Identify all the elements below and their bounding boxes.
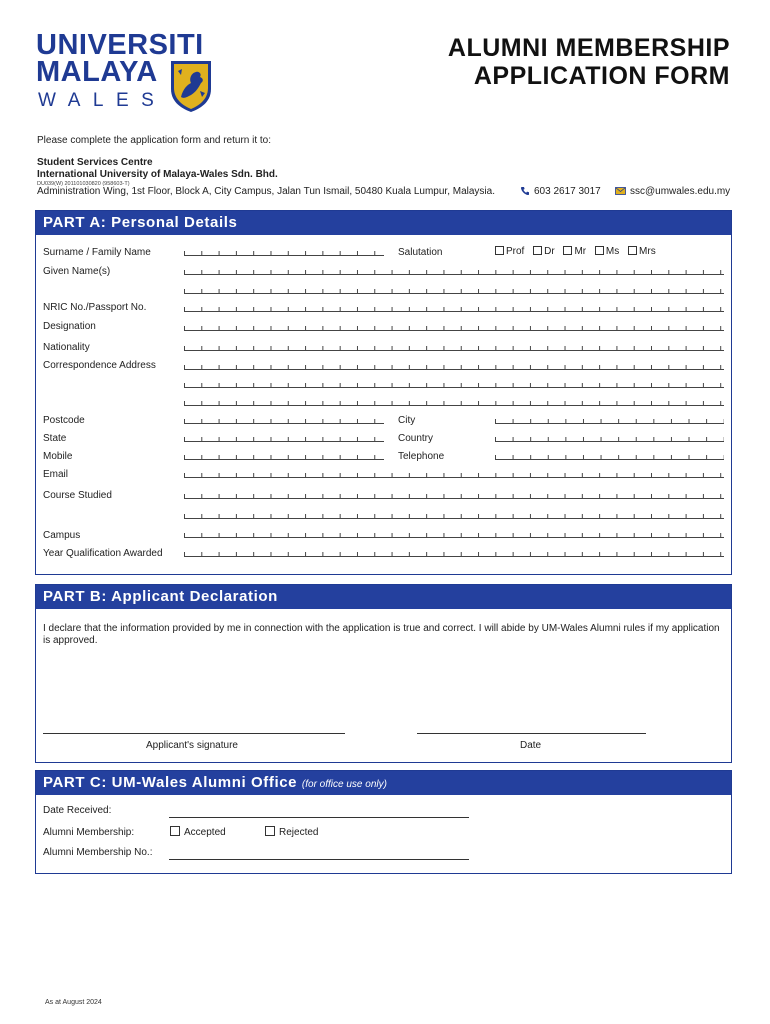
postcode-label: Postcode <box>43 415 85 426</box>
part-c-panel <box>35 770 732 874</box>
salutation-option-mrs[interactable] <box>628 246 656 257</box>
email-label: Email <box>43 469 69 480</box>
registration-number: DU039(W) 201101030820 (958603-T) <box>37 181 130 187</box>
nric-field[interactable] <box>184 304 724 312</box>
membership-label: Alumni Membership: <box>43 827 135 838</box>
membership-no-label: Alumni Membership No.: <box>43 847 153 858</box>
crest-icon <box>169 59 213 113</box>
designation-field[interactable] <box>184 323 724 331</box>
given-names-field-1[interactable] <box>184 267 724 275</box>
given-names-label: Given Name(s) <box>43 266 111 277</box>
option-label: Dr <box>544 246 555 257</box>
checkbox[interactable] <box>595 246 604 255</box>
form-title-line-1: ALUMNI MEMBERSHIP <box>447 34 730 62</box>
state-label: State <box>43 433 67 444</box>
institution-name: International University of Malaya-Wales Sdn. Bhd. <box>37 169 278 180</box>
checkbox[interactable] <box>628 246 637 255</box>
signature-line[interactable] <box>43 733 345 734</box>
campus-field[interactable] <box>184 530 724 538</box>
membership-no-line[interactable] <box>169 859 469 860</box>
country-label: Country <box>398 433 434 444</box>
address-field-2[interactable] <box>184 380 724 388</box>
designation-label: Designation <box>43 321 96 332</box>
contact-block <box>37 157 278 181</box>
telephone-field[interactable] <box>495 452 724 460</box>
campus-label: Campus <box>43 530 81 541</box>
city-label: City <box>398 415 416 426</box>
course-label: Course Studied <box>43 490 112 501</box>
year-field[interactable] <box>184 549 724 557</box>
address-line: Administration Wing, 1st Floor, Block A, City Campus, Jalan Tun Ismail, 50480 Kuala Lumpur, Malaysia. <box>37 186 495 197</box>
course-field-2[interactable] <box>184 511 724 519</box>
date-label: Date <box>520 740 542 751</box>
salutation-option-dr[interactable] <box>533 246 555 257</box>
university-logo <box>36 30 216 114</box>
part-b-heading: PART B: Applicant Declaration <box>36 585 731 609</box>
address-field-1[interactable] <box>184 362 724 370</box>
address-field-3[interactable] <box>184 398 724 406</box>
surname-label: Surname / Family Name <box>43 247 151 258</box>
logo-line-3: WALES <box>38 90 167 111</box>
checkbox[interactable] <box>265 826 275 836</box>
email-address: ssc@umwales.edu.my <box>630 186 731 197</box>
office-use-note: (for office use only) <box>301 779 387 790</box>
logo-line-2: MALAYA <box>36 56 158 88</box>
mail-icon <box>615 187 626 195</box>
email-field[interactable] <box>184 470 724 478</box>
option-label: Ms <box>605 246 620 257</box>
centre-name: Student Services Centre <box>37 157 153 168</box>
option-label: Mrs <box>639 246 656 257</box>
salutation-option-ms[interactable] <box>595 246 619 257</box>
state-field[interactable] <box>184 434 384 442</box>
nationality-label: Nationality <box>43 342 90 353</box>
checkbox[interactable] <box>495 246 504 255</box>
footer-date: As at August 2024 <box>45 999 102 1006</box>
checkbox[interactable] <box>170 826 180 836</box>
nationality-field[interactable] <box>184 343 724 351</box>
nric-label: NRIC No./Passport No. <box>43 302 147 313</box>
option-label: Prof <box>506 246 525 257</box>
part-c-title: PART C: UM-Wales Alumni Office <box>43 774 298 791</box>
checkbox[interactable] <box>533 246 542 255</box>
rejected-label: Rejected <box>279 827 319 838</box>
declaration-text: I declare that the information provided by me in connection with the application is true and correct. I will abide by UM-Wales Alumni rules if my application is approved. <box>43 623 720 646</box>
part-b-panel <box>35 584 732 763</box>
phone-number: 603 2617 3017 <box>534 186 601 197</box>
accepted-option[interactable] <box>170 826 226 838</box>
date-received-line[interactable] <box>169 817 469 818</box>
postcode-field[interactable] <box>184 416 384 424</box>
city-field[interactable] <box>495 416 724 424</box>
option-label: Mr <box>574 246 587 257</box>
mobile-label: Mobile <box>43 451 73 462</box>
address-label: Correspondence Address <box>43 360 156 371</box>
phone-contact <box>520 186 601 197</box>
part-c-heading <box>36 771 731 795</box>
logo-line-1: UNIVERSITI <box>36 29 204 61</box>
checkbox[interactable] <box>563 246 572 255</box>
intro-text: Please complete the application form and return it to: <box>37 135 272 146</box>
salutation-options <box>495 246 662 257</box>
course-field-1[interactable] <box>184 491 724 499</box>
email-contact <box>615 186 730 197</box>
year-label: Year Qualification Awarded <box>43 548 163 559</box>
form-title <box>448 34 730 90</box>
salutation-label: Salutation <box>398 247 443 258</box>
surname-field[interactable] <box>184 248 384 256</box>
part-a-panel <box>35 210 732 575</box>
salutation-option-mr[interactable] <box>563 246 586 257</box>
form-title-line-2: APPLICATION FORM <box>473 62 730 90</box>
country-field[interactable] <box>495 434 724 442</box>
phone-icon <box>520 186 530 196</box>
accepted-label: Accepted <box>184 827 226 838</box>
telephone-label: Telephone <box>398 451 445 462</box>
rejected-option[interactable] <box>265 826 318 838</box>
mobile-field[interactable] <box>184 452 384 460</box>
signature-label: Applicant's signature <box>146 740 238 751</box>
date-received-label: Date Received: <box>43 805 112 816</box>
part-a-heading: PART A: Personal Details <box>36 211 731 235</box>
given-names-field-2[interactable] <box>184 286 724 294</box>
salutation-option-prof[interactable] <box>495 246 524 257</box>
date-line[interactable] <box>417 733 646 734</box>
